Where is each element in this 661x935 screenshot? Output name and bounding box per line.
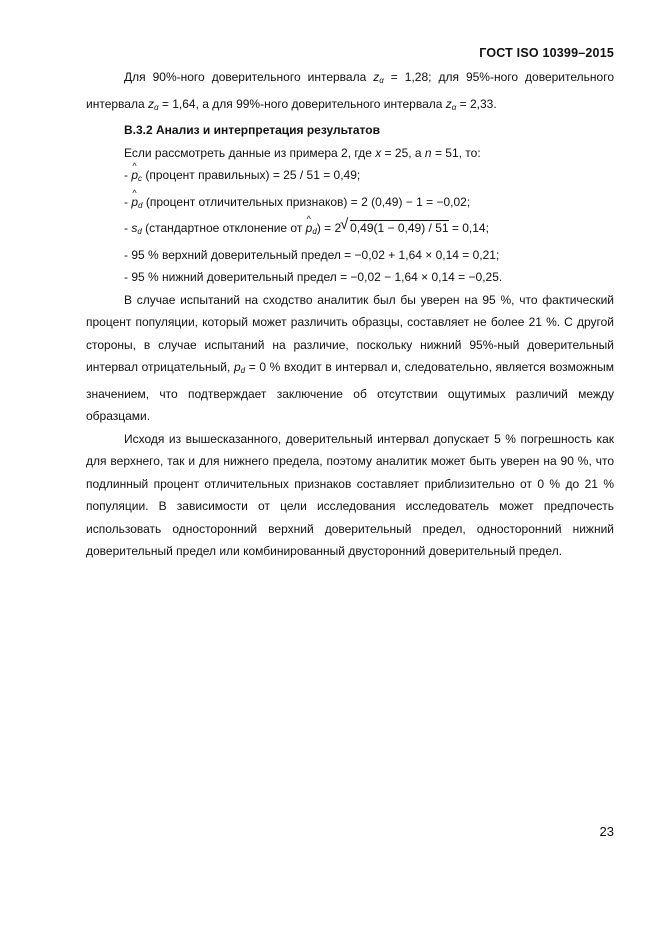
- page-content: [86, 66, 614, 563]
- text-span: (процент отличительных признаков) = 2 (0,49) − 1 = −0,02;: [142, 194, 471, 209]
- list-item-pd: [86, 191, 614, 218]
- conclusion-paragraph: Исходя из вышесказанного, доверительный интервал допускает 5 % погрешность как для верхнего, так и для нижнего предела, поэтому аналитик может быть уверен на 90 %, что подлинный процент отличительных признаков составляет приблизительно от 0 % до 21 % популяции. В зависимости от цели исследования исследователь может предпочесть использовать односторонний верхний доверительный предел, односторонний нижний доверительный предел или комбинированный двусторонний доверительный предел.: [86, 431, 614, 558]
- sub-d: d: [137, 227, 142, 236]
- list-item-upper-limit: - 95 % верхний доверительный предел = −0,02 + 1,64 × 0,14 = 0,21;: [124, 247, 500, 262]
- var-x: x: [375, 145, 382, 160]
- text-span: (процент правильных) = 25 / 51 = 0,49;: [142, 168, 361, 182]
- dash: -: [124, 168, 132, 182]
- text-span: = 0 % входит в интервал и, следовательно, является возможным значением, что подтверждает заключение об отсутствии ощутимых различий между образцами.: [86, 360, 614, 423]
- page-number: 23: [599, 824, 614, 839]
- list-item-lower-limit: - 95 % нижний доверительный предел = −0,02 − 1,64 × 0,14 = −0,25.: [124, 270, 503, 284]
- sub-alpha: α: [379, 76, 384, 85]
- text-span: = 25, а: [381, 145, 425, 160]
- square-root: [341, 217, 448, 240]
- var-z: z: [147, 96, 154, 111]
- document-id: ГОСТ ISO 10399–2015: [479, 46, 614, 60]
- section-heading: В.3.2 Анализ и интерпретация результатов: [124, 123, 380, 137]
- sub-alpha: α: [451, 102, 457, 112]
- list-item-sd: [86, 217, 614, 244]
- confidence-levels-paragraph: [86, 66, 614, 119]
- var-n: n: [424, 145, 432, 160]
- var-p: p: [233, 360, 241, 374]
- sub-d: d: [312, 227, 317, 236]
- lead-in-line: [86, 142, 614, 165]
- dash: -: [124, 194, 132, 209]
- p-hat: ^ p: [131, 164, 138, 187]
- radical-sign-icon: √: [340, 216, 349, 233]
- var-z: z: [373, 70, 380, 84]
- text-span: = 1,28; для 95%-ного доверительного интервала: [86, 70, 614, 111]
- var-s: s: [131, 221, 138, 235]
- list-item-pc: [86, 164, 614, 191]
- dash: -: [124, 221, 132, 235]
- sub-d: d: [240, 366, 246, 375]
- text-span: В случае испытаний на сходство аналитик был бы уверен на 95 %, что фактический процент популяции, который может различить образцы, составляет не более 21 %. С другой стороны, в случае испытаний на различие, поскольку нижний 95%-ный доверительный интервал отрицательный,: [86, 292, 614, 374]
- interpretation-paragraph: [86, 289, 614, 428]
- var-z: z: [445, 96, 452, 111]
- sub-alpha: α: [153, 102, 159, 112]
- sub-c: c: [138, 174, 143, 183]
- p-hat: ^ p: [306, 217, 313, 240]
- text-span: (стандартное отклонение от: [141, 221, 306, 235]
- sub-d: d: [138, 200, 143, 210]
- text-span: = 0,14;: [448, 221, 489, 235]
- text-span: Для 90%-ного доверительного интервала: [124, 70, 374, 84]
- text-span: = 1,64, а для 99%-ного доверительного интервала: [158, 96, 446, 111]
- text-span: = 2,33.: [456, 96, 497, 111]
- text-span: Если рассмотреть данные из примера 2, где: [124, 145, 376, 160]
- p-hat: ^ p: [131, 191, 138, 214]
- text-span: = 51, то:: [431, 145, 481, 160]
- text-span: ) = 2: [316, 221, 342, 235]
- radicand: 0,49(1 − 0,49) / 51: [350, 221, 449, 235]
